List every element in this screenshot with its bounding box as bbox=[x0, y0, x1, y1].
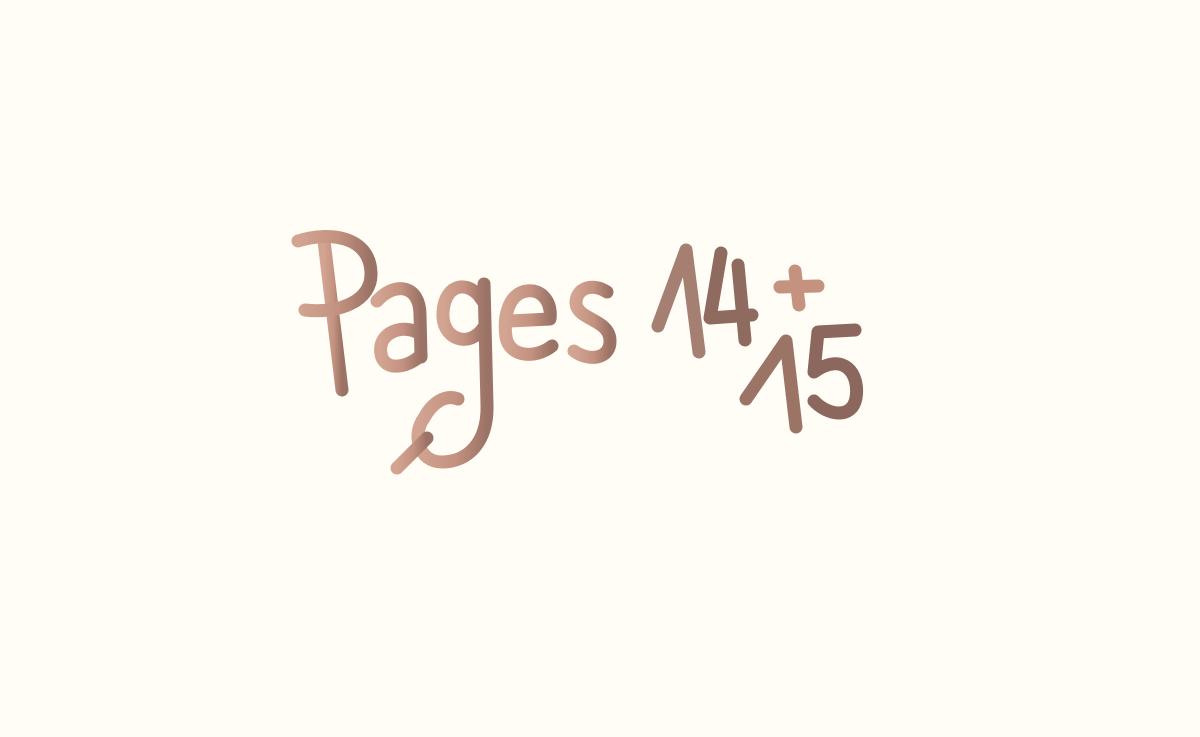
number-14 bbox=[658, 250, 752, 352]
letter-g bbox=[397, 284, 487, 468]
letter-s bbox=[574, 287, 610, 357]
plus-sign bbox=[780, 271, 818, 305]
letter-a bbox=[377, 289, 421, 367]
letter-p bbox=[298, 236, 371, 390]
number-15 bbox=[746, 330, 857, 427]
letter-e bbox=[505, 291, 552, 355]
